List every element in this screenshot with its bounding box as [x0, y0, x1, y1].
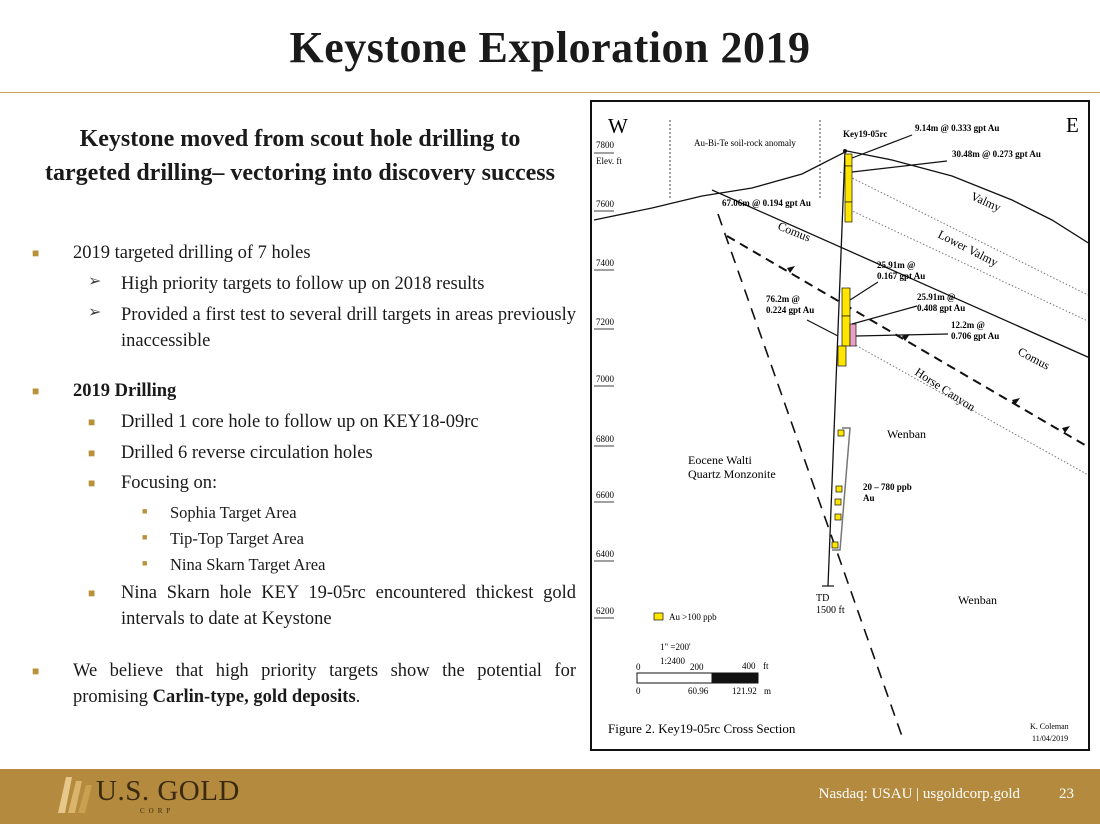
legend-label: Au >100 ppb: [669, 612, 717, 622]
elevation-label: 7400: [596, 258, 614, 268]
intercept-bar: [832, 542, 838, 548]
intercept-label: 25.91m @: [917, 292, 956, 302]
scale-label: 400: [742, 661, 756, 671]
unit-label: Comus: [775, 218, 813, 245]
gold-bars-logo-icon: [54, 773, 96, 817]
square-bullet-icon: ■: [88, 446, 96, 460]
intercept-label: 0.224 gpt Au: [766, 305, 815, 315]
intercept-bar: [842, 316, 850, 346]
bullet-text: [73, 658, 576, 710]
scale-segment: [712, 673, 758, 683]
intercept-label: 0.167 gpt Au: [877, 271, 926, 281]
intercept-label: 12.2m @: [951, 320, 985, 330]
bullet-text: Drilled 1 core hole to follow up on KEY18-09rc: [121, 412, 479, 432]
elevation-label: 6600: [596, 490, 614, 500]
intercept-bar: [835, 499, 841, 505]
intercept-bar: [850, 324, 856, 346]
td-label: 1500 ft: [816, 605, 845, 616]
leader-line: [856, 334, 948, 336]
company-logo-subtext: CORP: [140, 807, 175, 815]
cross-section-svg: [592, 102, 1088, 749]
drill-hole-label: Key19-05rc: [843, 129, 888, 139]
elevation-label: 6400: [596, 549, 614, 559]
slide-subtitle: Keystone moved from scout hole drilling to targeted drilling– vectoring into discovery success: [45, 126, 555, 186]
elevation-label: 6200: [596, 606, 614, 616]
scale-label: 1:2400: [660, 656, 686, 666]
bullet-text-part: .: [355, 687, 361, 707]
unit-label: Horse Canyon: [912, 364, 978, 415]
topography-line: [594, 151, 1088, 244]
scale-label: 200: [690, 662, 704, 672]
footer-bar: [0, 769, 1100, 824]
elevation-axis: [594, 140, 622, 618]
scale-label: ft: [763, 661, 769, 671]
scale-label: 121.92: [732, 686, 757, 696]
scale-label: 1" =200': [660, 642, 691, 652]
bullet-text: Focusing on:: [121, 473, 218, 493]
intercept-label: 67.06m @ 0.194 gpt Au: [722, 198, 811, 208]
bullet-text: Drilled 6 reverse circulation holes: [121, 443, 373, 463]
scale-label: 0: [636, 662, 641, 672]
scale-label: 60.96: [688, 686, 709, 696]
bullet-text: Sophia Target Area: [170, 503, 297, 522]
square-bullet-icon: ■: [142, 506, 148, 516]
elevation-label: 7800: [596, 140, 614, 150]
intercept-label: 30.48m @ 0.273 gpt Au: [952, 149, 1041, 159]
unit-label: Quartz Monzonite: [688, 467, 776, 481]
scale-label: 0: [636, 686, 641, 696]
bullet-text: Nina Skarn Target Area: [170, 555, 326, 574]
intercept-bar: [845, 154, 852, 166]
intercept-label: 9.14m @ 0.333 gpt Au: [915, 123, 1000, 133]
thrust-tooth: [787, 266, 795, 273]
square-bullet-icon: ■: [142, 558, 148, 568]
intercept-label: 25.91m @: [877, 260, 916, 270]
square-bullet-icon: ■: [88, 476, 96, 490]
bullet-text-part: We believe that high priority targets show the potential for promising: [73, 661, 576, 707]
author-label: K. Coleman: [1030, 722, 1069, 731]
intercept-bar: [845, 166, 852, 202]
unit-label: Wenban: [958, 593, 998, 607]
arrow-bullet-icon: ➢: [88, 304, 102, 321]
scale-bar: [636, 642, 771, 696]
footer-info: Nasdaq: USAU | usgoldcorp.gold: [818, 786, 1020, 802]
unit-label: Valmy: [968, 188, 1004, 215]
east-label: E: [1066, 113, 1079, 137]
intercept-label: 0.408 gpt Au: [917, 303, 966, 313]
unit-label: Eocene Walti: [688, 453, 752, 467]
elevation-label: 7600: [596, 199, 614, 209]
leader-line: [850, 282, 878, 300]
figure-caption: Figure 2. Key19-05rc Cross Section: [608, 721, 796, 736]
elevation-label: 7000: [596, 374, 614, 384]
bullet-text: 2019 targeted drilling of 7 holes: [73, 243, 311, 263]
intercept-bar: [836, 486, 842, 492]
cross-section-figure: [590, 100, 1090, 751]
square-bullet-icon: ■: [88, 415, 96, 429]
anomaly-label: Au-Bi-Te soil-rock anomaly: [694, 138, 796, 148]
unit-label: Wenban: [887, 427, 927, 441]
unit-label: Comus: [1015, 344, 1053, 373]
square-bullet-icon: ■: [142, 532, 148, 542]
elevation-label: 7200: [596, 317, 614, 327]
intercept-label: Au: [863, 493, 875, 503]
bullet-text: 2019 Drilling: [73, 381, 177, 401]
bullet-text: Provided a first test to several drill targets in areas previously inaccessible: [121, 305, 576, 351]
bullet-text: Nina Skarn hole KEY 19-05rc encountered thickest gold intervals to date at Keystone: [121, 583, 576, 629]
elevation-label: 6800: [596, 434, 614, 444]
intercept-label: 76.2m @: [766, 294, 800, 304]
scale-segment: [637, 673, 712, 683]
scale-label: m: [764, 686, 772, 696]
square-bullet-icon: ■: [32, 664, 40, 678]
leader-line: [807, 320, 838, 336]
company-logo-text: U.S. GOLD: [96, 775, 240, 807]
arrow-bullet-icon: ➢: [88, 273, 102, 290]
unit-label: Lower Valmy: [935, 227, 1001, 270]
date-label: 11/04/2019: [1032, 734, 1069, 743]
intercept-bar: [842, 288, 850, 316]
square-bullet-icon: ■: [32, 246, 40, 260]
intercept-label: 20 – 780 ppb: [863, 482, 912, 492]
thrust-tooth: [1062, 426, 1070, 433]
intercept-bar: [838, 346, 846, 366]
elevation-unit: Elev. ft: [596, 156, 622, 166]
slide-title: Keystone Exploration 2019: [289, 23, 811, 72]
intercept-bar: [845, 202, 852, 222]
title-divider: [0, 92, 1100, 93]
intercept-bar: [835, 514, 841, 520]
collar-marker: [843, 149, 847, 153]
bullet-text: High priority targets to follow up on 2018 results: [121, 274, 485, 294]
intercept-bar: [838, 430, 844, 436]
west-label: W: [608, 114, 628, 138]
legend-swatch: [654, 613, 663, 620]
square-bullet-icon: ■: [32, 384, 40, 398]
intercept-label: 0.706 gpt Au: [951, 331, 1000, 341]
square-bullet-icon: ■: [88, 586, 96, 600]
bullet-text: Tip-Top Target Area: [170, 529, 304, 548]
intercept-bars: [832, 154, 856, 548]
td-label: TD: [816, 593, 830, 604]
bullet-text-bold: Carlin-type, gold deposits: [152, 687, 356, 707]
page-number: 23: [1059, 786, 1074, 802]
